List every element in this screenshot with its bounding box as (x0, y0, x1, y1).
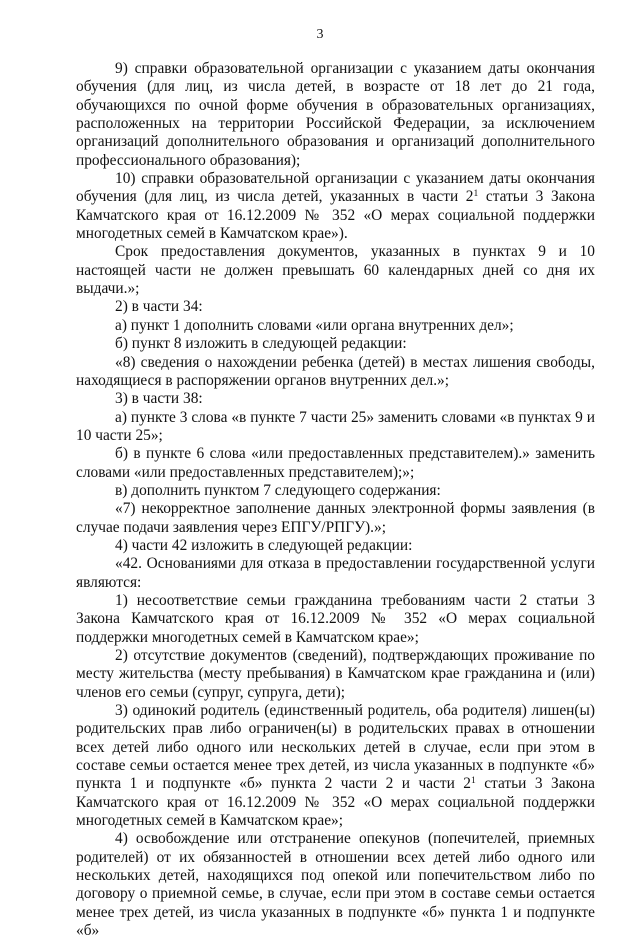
document-body (76, 60, 595, 941)
paragraph-item-9: 9) справки образовательной организации с указанием даты окончания обучения (для лиц, из числа детей, в возрасте от 18 лет до 21 года, обучающихся по очной форме обучения в образовательных организациях, расположенных на территории Российской Федерации, за исключением организаций дополнительного образования и организаций дополнительного профессионального образования); (76, 60, 595, 169)
paragraph-42-3: 3) одинокий родитель (единственный родитель, оба родителя) лишен(ы) родительских прав либо ограничен(ы) в родительских правах в отношении всех детей либо одного или нескольких детей в случае, если при этом в составе семьи остается менее трех детей, из числа указанных в подпункте «б» пункта 1 и подпункте «б» пункта 2 части 2 и части $2^1$ статьи 3 Закона Камчатского края от 16.12.2009 № 352 «О мерах социальной поддержки многодетных семей в Камчатском крае»; (76, 702, 595, 830)
paragraph-42-2: 2) отсутствие документов (сведений), подтверждающих проживание по месту жительства (месту пребывания) в Камчатском крае гражданина и (или) членов его семьи (супруг, супруга, дети); (76, 647, 595, 701)
paragraph-item-8-text: «8) сведения о нахождении ребенка (детей) в местах лишения свободы, находящиеся в распоряжении органов внутренних дел.»; (76, 353, 595, 389)
paragraph-38-a: а) пункте 3 слова «в пункте 7 части 25» заменить словами «в пунктах 9 и 10 части 25»; (76, 408, 595, 444)
paragraph-42-intro: «42. Основаниями для отказа в предоставлении государственной услуги являются: (76, 555, 595, 591)
superscript: 1 (473, 188, 479, 200)
paragraph-34-a: а) пункт 1 дополнить словами «или органа внутренних дел»; (115, 316, 514, 334)
paragraph-deadline: Срок предоставления документов, указанных в пунктах 9 и 10 настоящей части не должен превышать 60 календарных дней со дня их выдачи.»; (76, 243, 595, 298)
paragraph-part-42: 4) части 42 изложить в следующей редакции: (115, 536, 413, 554)
paragraph-34-b: б) пункт 8 изложить в следующей редакции: (115, 335, 407, 353)
paragraph-part-34: 2) в части 34: (115, 298, 203, 316)
paragraph-item-7-text: «7) некорректное заполнение данных электронной формы заявления (в случае подачи заявления через ЕПГУ/РПГУ).»; (76, 500, 595, 536)
paragraph-42-1: 1) несоответствие семьи гражданина требованиям части 2 статьи 3 Закона Камчатского края от 16.12.2009 № 352 «О мерах социальной поддержки многодетных семей в Камчатском крае»; (76, 591, 595, 646)
superscript: 1 (470, 775, 476, 787)
page-number: 3 (316, 27, 324, 42)
paragraph-part-38: 3) в части 38: (115, 390, 203, 408)
paragraph-38-b: б) в пункте 6 слова «или предоставленных представителем).» заменить словами «или предоставленных представителем);»; (76, 445, 595, 481)
paragraph-38-c: в) дополнить пунктом 7 следующего содержания: (115, 481, 441, 499)
paragraph-item-10: 10) справки образовательной организации с указанием даты окончания обучения (для лиц, из числа детей, указанных в части $2^1$ статьи 3 Закона Камчатского края от 16.12.2009 № 352 «О мерах социальной поддержки многодетных семей в Камчатском крае»). (76, 170, 595, 243)
paragraph-42-4: 4) освобождение или отстранение опекунов (попечителей, приемных родителей) от их обязанностей в отношении всех детей либо одного или нескольких детей, находящихся под опекой или попечительством либо по договору о приемной семье, в случае, если при этом в составе семьи остается менее трех детей, из числа указанных в подпункте «б» пункта 1 и подпункте «б» (76, 830, 595, 940)
